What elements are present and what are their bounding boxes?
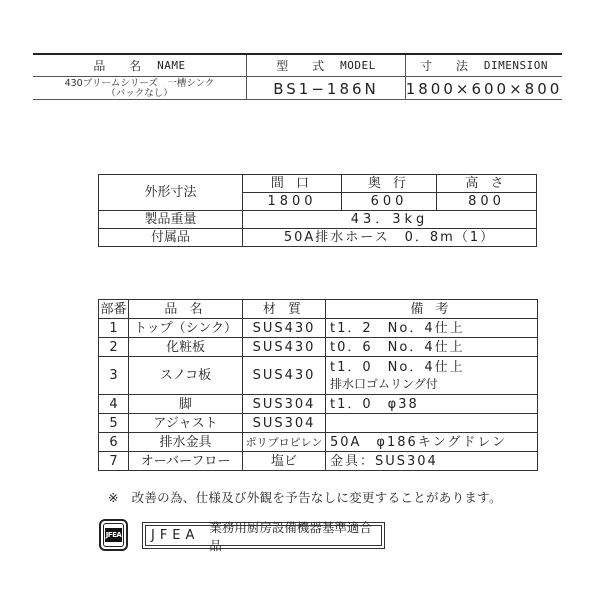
col-header-name: 品 名 bbox=[129, 300, 243, 319]
part-remarks: t1．0 φ38 bbox=[326, 395, 538, 414]
height-value: 800 bbox=[437, 193, 537, 211]
part-material: ポリプロピレン bbox=[243, 433, 326, 452]
part-name: アジャスト bbox=[129, 414, 243, 433]
height-label: 高 さ bbox=[437, 175, 537, 193]
dimension-label-en: DIMENSION bbox=[483, 59, 548, 72]
name-header bbox=[33, 55, 247, 76]
col-header-no: 部番 bbox=[100, 301, 127, 317]
accessory-label: 付属品 bbox=[99, 229, 243, 247]
width-label: 間 口 bbox=[243, 175, 342, 193]
table-row bbox=[99, 414, 538, 433]
accessory-value: 50A排水ホース 0．8m（1） bbox=[243, 229, 537, 247]
jfea-logo-icon bbox=[99, 519, 128, 551]
part-name: スノコ板 bbox=[129, 357, 243, 395]
col-header-remarks: 備 考 bbox=[326, 300, 538, 319]
depth-value: 600 bbox=[342, 193, 437, 211]
spec-data-row bbox=[33, 77, 562, 100]
model-label-jp: 型 式 bbox=[276, 59, 335, 73]
jfea-logo-text: JFEA bbox=[105, 528, 123, 542]
table-row bbox=[99, 452, 538, 471]
parts-header-row bbox=[99, 300, 538, 319]
part-no: 1 bbox=[99, 319, 129, 338]
part-no: 2 bbox=[99, 338, 129, 357]
width-value: 1800 bbox=[243, 193, 342, 211]
part-name: オーバーフロー bbox=[129, 452, 243, 471]
jfea-certification-box bbox=[142, 519, 385, 553]
name-label-en: NAME bbox=[157, 59, 186, 72]
part-remarks: t1．2 No．4仕上 bbox=[326, 319, 538, 338]
part-name: 脚 bbox=[129, 395, 243, 414]
part-material: 塩ビ bbox=[243, 452, 326, 471]
part-no: 7 bbox=[99, 452, 129, 471]
outer-dim-label: 外形寸法 bbox=[99, 175, 243, 211]
weight-label: 製品重量 bbox=[99, 211, 243, 229]
product-name-line1: 430ブリームシリーズ 一槽シンク bbox=[64, 77, 215, 89]
part-name: 排水金具 bbox=[129, 433, 243, 452]
product-name-line2: （バックなし） bbox=[106, 87, 173, 99]
part-material: SUS430 bbox=[243, 357, 326, 395]
table-row bbox=[99, 357, 538, 395]
part-material: SUS430 bbox=[243, 319, 326, 338]
part-no: 4 bbox=[99, 395, 129, 414]
part-remarks: 金具：SUS304 bbox=[326, 452, 538, 471]
dimension-value: 1800×600×800 bbox=[405, 79, 563, 98]
jfea-logo-frame bbox=[103, 523, 124, 547]
part-no: 5 bbox=[99, 414, 129, 433]
table-row bbox=[99, 338, 538, 357]
jfea-cert-text: 業務用厨房設備機器基準適合品 bbox=[209, 519, 372, 553]
jfea-code: JFEA bbox=[151, 528, 200, 543]
spec-header-row bbox=[33, 55, 562, 77]
table-row bbox=[99, 395, 538, 414]
spec-header-table bbox=[33, 53, 562, 100]
part-remarks bbox=[326, 414, 538, 433]
part-remarks bbox=[326, 357, 538, 395]
outline-table bbox=[98, 174, 537, 247]
part-remarks-line1: t1．0 No．4仕上 bbox=[330, 359, 465, 375]
model-label-en: MODEL bbox=[340, 59, 376, 72]
jfea-certification-inner bbox=[145, 519, 382, 553]
parts-table bbox=[98, 299, 538, 471]
part-remarks: t0．6 No．4仕上 bbox=[326, 338, 538, 357]
col-header-material: 材 質 bbox=[243, 300, 326, 319]
part-name: 化粧板 bbox=[129, 338, 243, 357]
part-remarks: 50A φ186キングドレン bbox=[326, 433, 538, 452]
part-remarks-line2: 排水口ゴムリング付 bbox=[330, 376, 438, 391]
part-no: 3 bbox=[99, 357, 129, 395]
depth-label: 奥 行 bbox=[342, 175, 437, 193]
model-header bbox=[247, 55, 406, 76]
weight-value: 43．3kg bbox=[243, 211, 537, 229]
table-row bbox=[99, 319, 538, 338]
dimension-header bbox=[406, 55, 562, 76]
part-material: SUS304 bbox=[243, 395, 326, 414]
table-row bbox=[99, 433, 538, 452]
product-name bbox=[33, 77, 247, 100]
part-material: SUS430 bbox=[243, 338, 326, 357]
part-name: トップ（シンク） bbox=[129, 319, 243, 338]
part-material: SUS304 bbox=[243, 414, 326, 433]
part-no: 6 bbox=[99, 433, 129, 452]
change-notice: ※ 改善の為、仕様及び外観を予告なしに変更することがあります。 bbox=[108, 490, 502, 505]
name-label-jp: 品 名 bbox=[93, 59, 152, 73]
dimension-label-jp: 寸 法 bbox=[420, 59, 478, 73]
model-value: BS1−186N bbox=[247, 77, 406, 100]
